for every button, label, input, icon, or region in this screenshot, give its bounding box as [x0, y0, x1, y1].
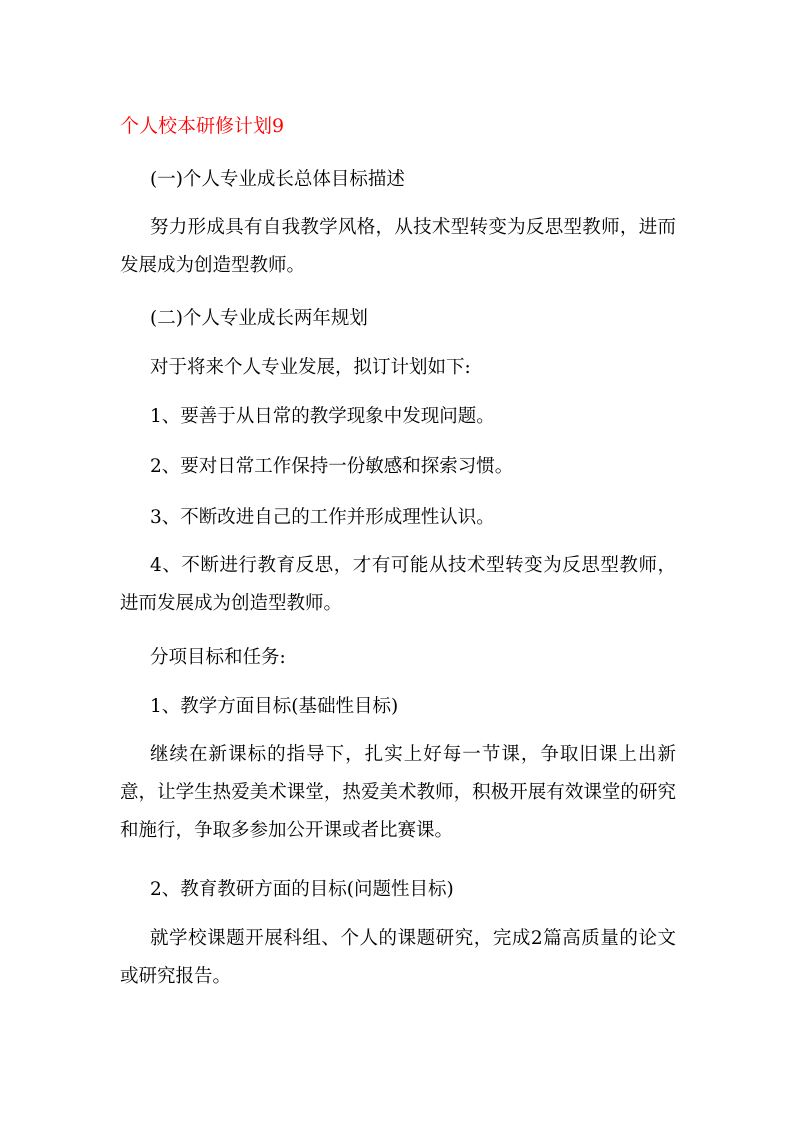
paragraph-plan-heading: (二)个人专业成长两年规划	[150, 308, 368, 329]
paragraph-research-goal-heading: 2、教育教研方面的目标(问题性目标)	[150, 879, 454, 900]
paragraph-plan-intro: 对于将来个人专业发展，拟订计划如下:	[150, 357, 471, 378]
paragraph-plan-item-1: 1、要善于从日常的教学现象中发现问题。	[150, 406, 495, 427]
paragraph-teaching-goal-heading: 1、教学方面目标(基础性目标)	[150, 696, 399, 717]
paragraph-subgoals-heading: 分项目标和任务:	[150, 647, 286, 668]
paragraph-plan-item-2: 2、要对日常工作保持一份敏感和探索习惯。	[150, 456, 514, 477]
document-title: 个人校本研修计划9	[120, 115, 285, 137]
paragraph-plan-item-4: 4、不断进行教育反思，才有可能从技术型转变为反思型教师，进而发展成为创造型教师。	[120, 555, 676, 614]
paragraph-goal-heading: (一)个人专业成长总体目标描述	[150, 169, 405, 190]
paragraph-plan-item-3: 3、不断改进自己的工作并形成理性认识。	[150, 507, 495, 528]
paragraph-goal-description: 努力形成具有自我教学风格，从技术型转变为反思型教师，进而发展成为创造型教师。	[120, 217, 676, 276]
paragraph-research-goal-text: 就学校课题开展科组、个人的课题研究，完成2篇高质量的论文或研究报告。	[120, 928, 676, 987]
paragraph-teaching-goal-text: 继续在新课标的指导下，扎实上好每一节课，争取旧课上出新意，让学生热爱美术课堂，热爱美术教师，积极开展有效课堂的研究和施行，争取多参加公开课或者比赛课。	[120, 744, 676, 841]
